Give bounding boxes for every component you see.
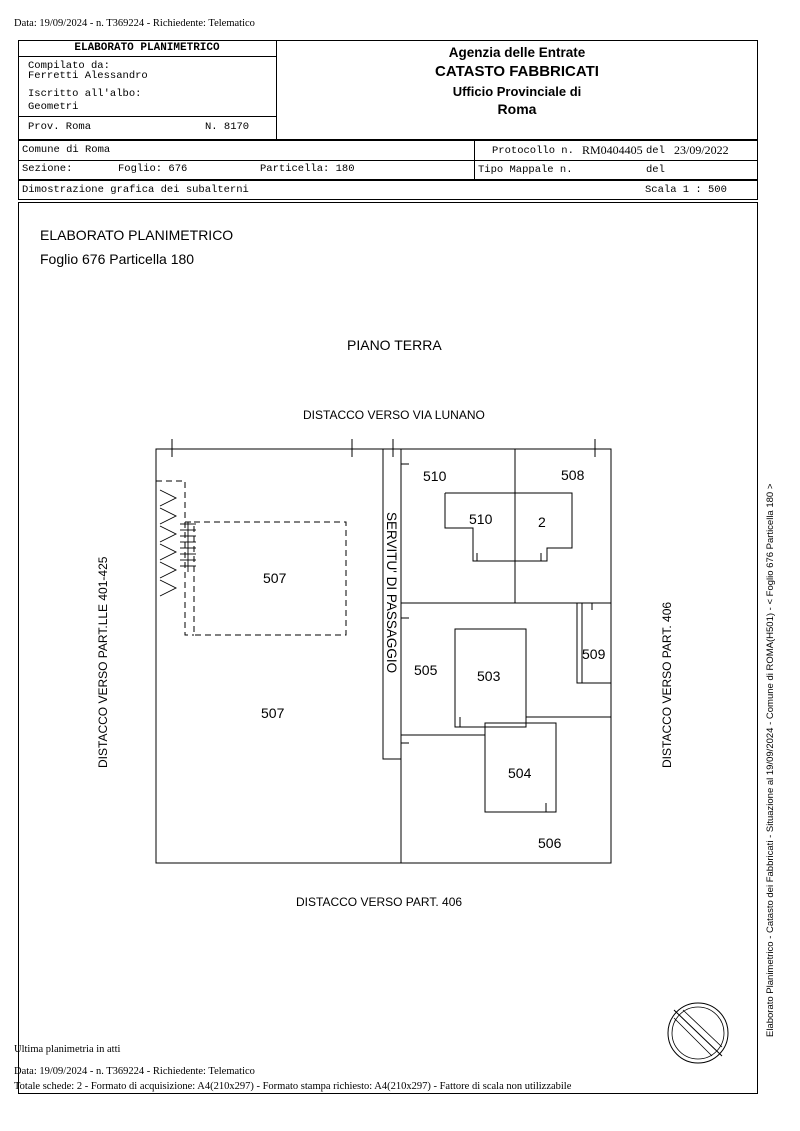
form-title: ELABORATO PLANIMETRICO [74, 42, 220, 54]
unit-507-upper-label: 507 [263, 570, 287, 586]
foglio-field: Foglio: 676 [118, 163, 188, 175]
unit-510-label: 510 [423, 468, 447, 484]
compilato-label: Compilato da: [28, 60, 110, 72]
north-arrow-icon [668, 1003, 728, 1063]
plan-subheading: Foglio 676 Particella 180 [40, 251, 195, 267]
stairs-icon [160, 490, 196, 596]
agency-city: Roma [497, 101, 537, 117]
scala-label: Scala 1 : 500 [645, 184, 727, 196]
protocollo-label: Protocollo n. [492, 145, 574, 157]
servitu-label: SERVITU' DI PASSAGGIO [384, 512, 399, 674]
protocollo-del: del [646, 145, 665, 157]
agency-name: Agenzia delle Entrate [448, 45, 586, 60]
protocollo-date: 23/09/2022 [674, 143, 729, 157]
unit-505-label: 505 [414, 662, 438, 678]
particella-field: Particella: 180 [260, 163, 355, 175]
unit-503-label: 503 [477, 668, 501, 684]
unit-507-lower-label: 507 [261, 705, 285, 721]
tipo-mappale-label: Tipo Mappale n. [478, 164, 573, 176]
plan-heading: ELABORATO PLANIMETRICO [40, 227, 234, 243]
bottom-distance-label: DISTACCO VERSO PART. 406 [296, 895, 463, 909]
footer-line-2: Totale schede: 2 - Formato di acquisizione: A4(210x297) - Formato stampa richiesto: A4(210x297) - Fattore di scala non utilizzabile [14, 1081, 572, 1092]
unit-508-label: 508 [561, 467, 585, 483]
prov-field: Prov. Roma [28, 121, 92, 133]
unit-506-label: 506 [538, 835, 562, 851]
floor-label: PIANO TERRA [347, 337, 442, 353]
iscritto-value: Geometri [28, 101, 79, 113]
ultima-planimetria: Ultima planimetria in atti [14, 1044, 121, 1055]
comune-field: Comune di Roma [22, 144, 111, 156]
header-line: Data: 19/09/2024 - n. T369224 - Richiedente: Telematico [14, 18, 255, 29]
agency-ufficio: Ufficio Provinciale di [452, 84, 582, 99]
unit-504-label: 504 [508, 765, 532, 781]
numero-field: N. 8170 [205, 121, 250, 133]
compilato-name: Ferretti Alessandro [28, 70, 148, 82]
top-distance-label: DISTACCO VERSO VIA LUNANO [303, 408, 485, 422]
agency-catasto: CATASTO FABBRICATI [435, 63, 599, 80]
unit-510-inner-label: 510 [469, 511, 493, 527]
unit-2-label: 2 [538, 514, 546, 530]
side-vertical-text: Elaborato Planimetrico - Catasto dei Fabbricati - Situazione al 19/09/2024 - Comune di ROMA(H501) - < Foglio 676 Particella 180 > [765, 483, 776, 1037]
footer-line-1: Data: 19/09/2024 - n. T369224 - Richiedente: Telematico [14, 1066, 255, 1077]
sezione-label: Sezione: [22, 163, 73, 175]
dimostrazione-label: Dimostrazione grafica dei subalterni [22, 184, 249, 196]
iscritto-label: Iscritto all'albo: [28, 88, 142, 100]
right-distance-label: DISTACCO VERSO PART. 406 [660, 601, 674, 768]
left-distance-label: DISTACCO VERSO PART.LLE 401-425 [96, 556, 110, 768]
tipo-mappale-del: del [646, 164, 665, 176]
protocollo-value: RM0404405 [582, 143, 643, 157]
unit-509-label: 509 [582, 646, 606, 662]
